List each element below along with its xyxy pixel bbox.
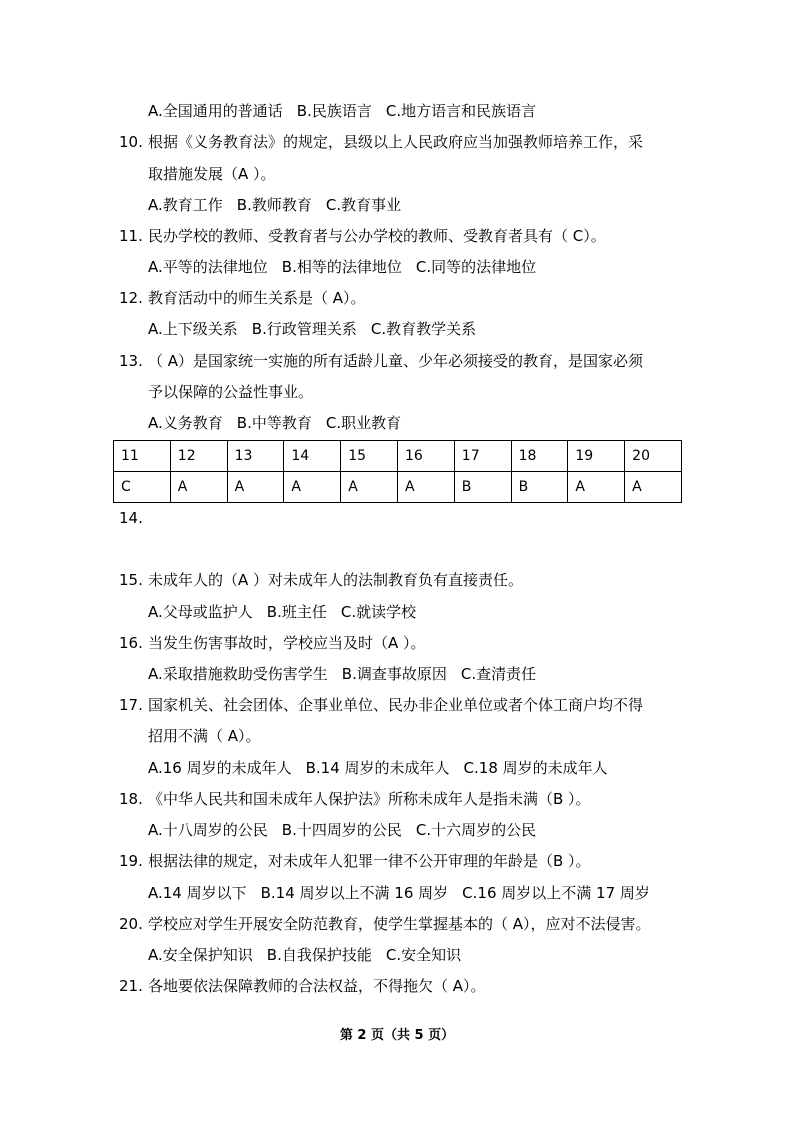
answer-option: B.自我保护技能 bbox=[266, 946, 372, 964]
answer-option: B.中等教育 bbox=[236, 414, 312, 432]
answer-option: A.义务教育 bbox=[148, 414, 223, 432]
question-number-cell: 16 bbox=[397, 441, 454, 472]
question-number-cell: 12 bbox=[170, 441, 227, 472]
question-text: （ A）是国家统一实施的所有适龄儿童、少年必须接受的教育，是国家必须 bbox=[148, 352, 644, 370]
answer-table bbox=[113, 440, 682, 503]
answer-option: B.14 周岁以上不满 16 周岁 bbox=[260, 884, 449, 902]
option-group bbox=[148, 413, 415, 433]
option-group bbox=[148, 602, 430, 622]
question-number-cell: 20 bbox=[625, 441, 682, 472]
answer-option: C.教育教学关系 bbox=[370, 320, 477, 338]
answer-cell: A bbox=[284, 472, 341, 503]
answer-option: A.父母或监护人 bbox=[148, 603, 253, 621]
answer-cell: A bbox=[170, 472, 227, 503]
question-number-cell: 19 bbox=[568, 441, 625, 472]
question-number: 14. bbox=[119, 509, 143, 527]
question-text: 学校应对学生开展安全防范教育，使学生掌握基本的（ A），应对不法侵害。 bbox=[148, 915, 651, 933]
question-number: 15. bbox=[119, 571, 143, 589]
question-text: 教育活动中的师生关系是（ A）。 bbox=[148, 289, 366, 307]
answer-option: C.教育事业 bbox=[325, 196, 402, 214]
answer-option: C.同等的法律地位 bbox=[415, 258, 537, 276]
answer-option: A.安全保护知识 bbox=[148, 946, 253, 964]
answer-option: A.16 周岁的未成年人 bbox=[148, 759, 292, 777]
question-number-cell: 13 bbox=[227, 441, 284, 472]
answer-option: C.安全知识 bbox=[385, 946, 462, 964]
answer-cell: A bbox=[341, 472, 398, 503]
question-number: 17. bbox=[119, 696, 143, 714]
question-text: 招用不满（ A）。 bbox=[148, 727, 261, 745]
answer-option: C.18 周岁的未成年人 bbox=[463, 759, 608, 777]
answer-option: B.调查事故原因 bbox=[341, 665, 447, 683]
answer-option: A.教育工作 bbox=[148, 196, 223, 214]
question-number: 18. bbox=[119, 790, 143, 808]
question-number-cell: 18 bbox=[511, 441, 568, 472]
answer-table-header-row bbox=[114, 441, 682, 472]
page-footer: 第 2 页（共 5 页） bbox=[339, 1028, 455, 1043]
answer-option: B.行政管理关系 bbox=[251, 320, 357, 338]
answer-option: C.就读学校 bbox=[340, 603, 417, 621]
option-group bbox=[148, 945, 475, 965]
question-number-cell: 11 bbox=[114, 441, 171, 472]
question-number: 20. bbox=[119, 915, 143, 933]
answer-table-answer-row bbox=[114, 472, 682, 503]
answer-option: A.14 周岁以下 bbox=[148, 884, 247, 902]
answer-option: B.十四周岁的公民 bbox=[281, 821, 402, 839]
question-number: 16. bbox=[119, 634, 143, 652]
answer-cell: A bbox=[397, 472, 454, 503]
question-number-cell: 17 bbox=[454, 441, 511, 472]
question-text: 未成年人的（A ）对未成年人的法制教育负有直接责任。 bbox=[148, 571, 524, 589]
answer-option: B.14 周岁的未成年人 bbox=[305, 759, 450, 777]
question-text: 根据法律的规定，对未成年人犯罪一律不公开审理的年龄是（B ）。 bbox=[148, 852, 591, 870]
question-number: 12. bbox=[119, 289, 143, 307]
answer-option: B.教师教育 bbox=[236, 196, 312, 214]
answer-option: C.十六周岁的公民 bbox=[415, 821, 537, 839]
answer-option: A.上下级关系 bbox=[148, 320, 238, 338]
answer-cell: B bbox=[454, 472, 511, 503]
question-number: 10. bbox=[119, 133, 143, 151]
question-text: 予以保障的公益性事业。 bbox=[148, 383, 314, 401]
option-group bbox=[148, 319, 490, 339]
option-group bbox=[148, 758, 622, 778]
answer-option: B.班主任 bbox=[266, 603, 327, 621]
question-number-cell: 15 bbox=[341, 441, 398, 472]
answer-option: C.职业教育 bbox=[325, 414, 402, 432]
answer-cell: A bbox=[568, 472, 625, 503]
option-group bbox=[148, 664, 550, 684]
answer-option: A.十八周岁的公民 bbox=[148, 821, 268, 839]
option-group bbox=[148, 883, 664, 903]
question-number: 13. bbox=[119, 352, 143, 370]
question-text: 当发生伤害事故时，学校应当及时（A ）。 bbox=[148, 634, 426, 652]
question-text: 各地要依法保障教师的合法权益，不得拖欠（ A）。 bbox=[148, 977, 486, 995]
answer-option: B.民族语言 bbox=[296, 102, 372, 120]
answer-cell: B bbox=[511, 472, 568, 503]
answer-cell: A bbox=[227, 472, 284, 503]
option-group bbox=[148, 820, 550, 840]
question-number: 11. bbox=[119, 227, 143, 245]
answer-option: C.16 周岁以上不满 17 周岁 bbox=[462, 884, 650, 902]
answer-cell: C bbox=[114, 472, 171, 503]
question-text: 民办学校的教师、受教育者与公办学校的教师、受教育者具有（ C）。 bbox=[148, 227, 606, 245]
question-text: 《中华人民共和国未成年人保护法》所称未成年人是指未满（B ）。 bbox=[148, 790, 591, 808]
answer-option: A.采取措施救助受伤害学生 bbox=[148, 665, 328, 683]
answer-option: A.平等的法律地位 bbox=[148, 258, 268, 276]
option-group bbox=[148, 101, 550, 121]
option-group bbox=[148, 257, 550, 277]
question-text: 根据《义务教育法》的规定，县级以上人民政府应当加强教师培养工作，采 bbox=[148, 133, 644, 151]
question-text: 国家机关、社会团体、企事业单位、民办非企业单位或者个体工商户均不得 bbox=[148, 696, 644, 714]
answer-option: A.全国通用的普通话 bbox=[148, 102, 283, 120]
question-number-cell: 14 bbox=[284, 441, 341, 472]
answer-option: B.相等的法律地位 bbox=[281, 258, 402, 276]
option-group bbox=[148, 195, 415, 215]
question-text: 取措施发展（A ）。 bbox=[148, 165, 276, 183]
answer-option: C.地方语言和民族语言 bbox=[385, 102, 537, 120]
question-number: 19. bbox=[119, 852, 143, 870]
answer-cell: A bbox=[625, 472, 682, 503]
answer-option: C.查清责任 bbox=[460, 665, 537, 683]
question-number: 21. bbox=[119, 977, 143, 995]
